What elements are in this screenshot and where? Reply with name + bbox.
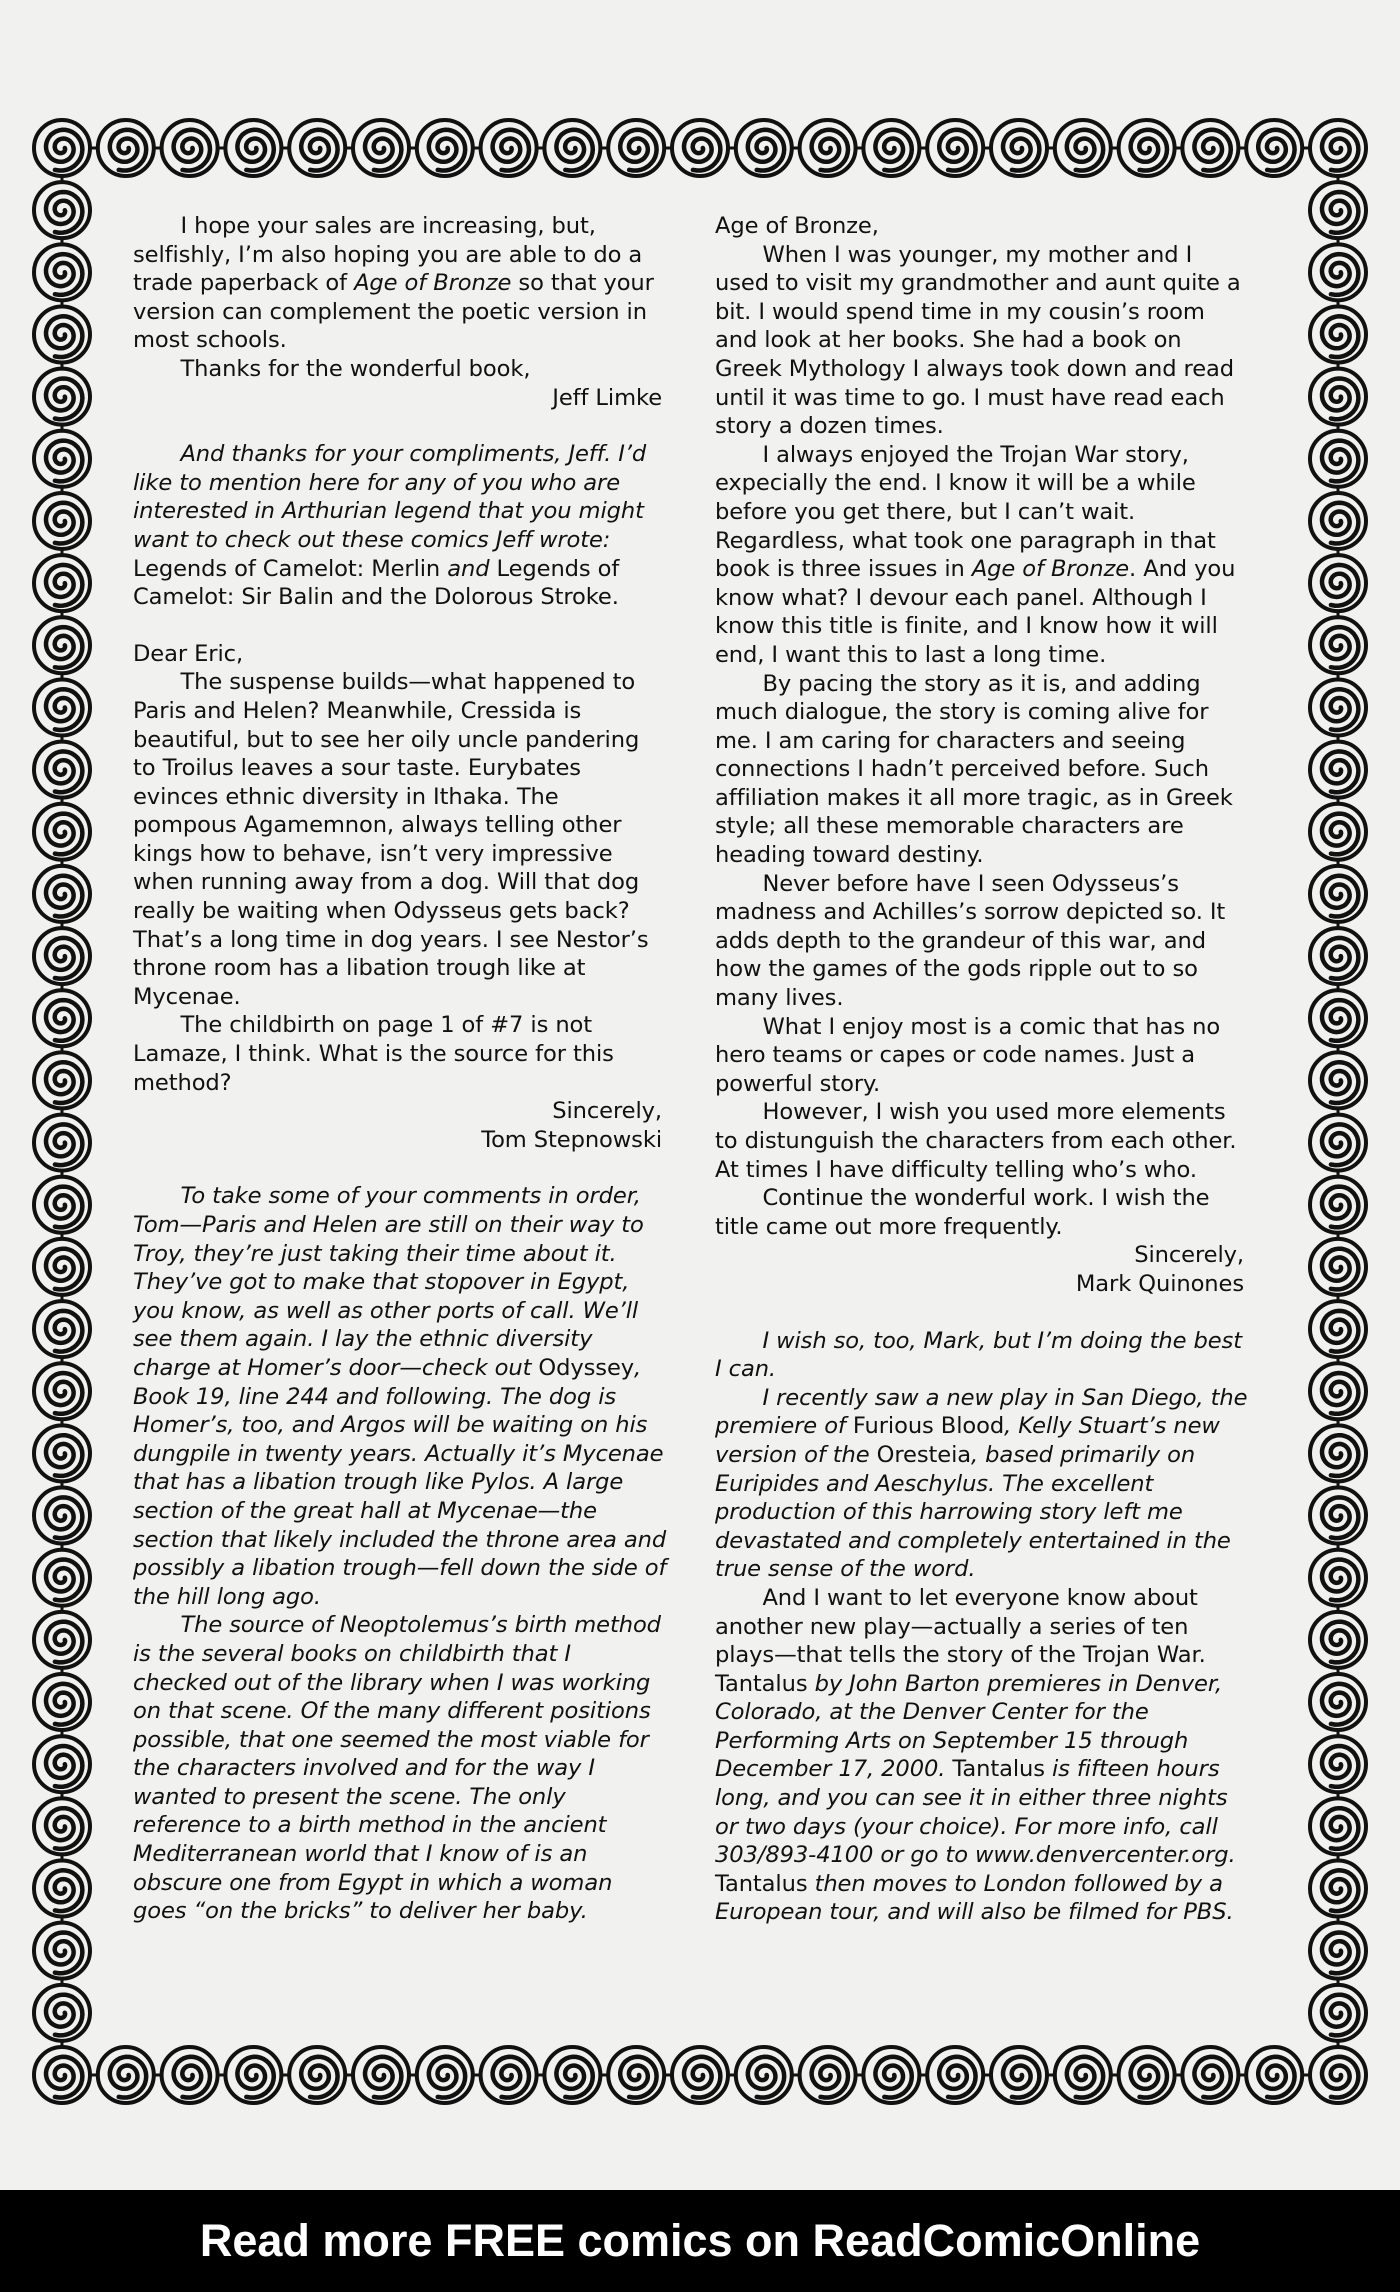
letter3-paragraph3: By pacing the story as it is, and adding much dialogue, the story is coming alive for me. I am caring for characters and seeing connections I hadn’t perceived before. Such affiliation makes it all more tragic, as in Greek style; all these memorable characters are heading toward destiny. (715, 670, 1233, 869)
letter3-paragraph4: Never before have I seen Odysseus’s madness and Achilles’s sorrow depicted so. It adds depth to the grandeur of this war, and how the games of the gods ripple out to so many lives. (715, 870, 1226, 1012)
letter1-signature: Jeff Limke (552, 384, 662, 411)
editor-reply-2: To take some of your comments in order, Tom—Paris and Helen are still on their way to Troy, they’re just taking their time about it. They’ve got to make that stopover in Egypt, you know, as well as other ports of call. We’ll see them again. I lay the ethnic diversity charge at Homer’s door—check out Odyssey, Book 19, line 244 and following. The dog is Homer’s, too, and Argos will be waiting on his dungpile in twenty years. Actually it’s Mycenae that has a libation trough like Pylos. A large section of the great hall at Mycenae—the section that likely included the throne area and possibly a libation trough—fell down the side of the hill long ago. (133, 1183, 667, 1610)
letter2-paragraph1: The suspense builds—what happened to Paris and Helen? Meanwhile, Cressida is beautiful, but to see her oily uncle pandering to Troilus leaves a sour taste. Eurybates evinces ethnic diversity in Ithaka. The pompous Agamemnon, always telling other kings how to behave, isn’t very impressive when running away from a dog. Will that dog really be waiting when Odysseus gets back? That’s a long time in dog years. I see Nestor’s throne room has a libation trough like at Mycenae. (133, 669, 649, 1010)
letter1-paragraph1: I hope your sales are increasing, but, selfishly, I’m also hoping you are able to do a trade paperback of Age of Bronze so that your version can complement the poetic version in most schools. (133, 213, 654, 354)
letter2-salutation: Dear Eric, (133, 640, 244, 667)
letter3-paragraph2: I always enjoyed the Trojan War story, expecially the end. I know it will be a while before you get there, but I can’t wait. Regardless, what took one paragraph in that book is three issues in Age of Bronze. And you know what? I devour each panel. Although I know this title is finite, and I know how it will end, I want this to last a long time. (715, 441, 1236, 668)
editor-reply-6: And I want to let everyone know about another new play—actually a series of ten plays—that tells the story of the Trojan War. Tantalus by John Barton premieres in Denver, Colorado, at the Denver Center for the Performing Arts on September 15 through December 17, 2000. Tantalus is fifteen hours long, and you can see it in either three nights or two days (your choice). For more info, call 303/893-4100 or go to www.denvercenter.org. Tantalus then moves to London followed by a European tour, and will also be filmed for PBS. (715, 1584, 1236, 1926)
letter3-signature: Mark Quinones (1075, 1270, 1244, 1297)
footer-banner[interactable]: Read more FREE comics on ReadComicOnline (0, 2190, 1400, 2292)
letter3-closing: Sincerely, (1134, 1242, 1244, 1269)
editor-reply-3: The source of Neoptolemus’s birth method is the several books on childbirth that I checked out of the library when I was working on that scene. Of the many different positions possible, that one seemed the most viable for the characters involved and for the way I wanted to present the scene. The only reference to a birth method in the ancient Mediterranean world that I know of is an obscure one from Egypt in which a woman goes “on the bricks” to deliver her baby. (133, 1612, 661, 1925)
letter2-paragraph2: The childbirth on page 1 of #7 is not Lamaze, I think. What is the source for this method? (133, 1012, 614, 1096)
left-column (133, 212, 668, 1926)
letter1-closing: Thanks for the wonderful book, (180, 355, 531, 382)
editor-reply-4: I wish so, too, Mark, but I’m doing the best I can. (715, 1327, 1242, 1383)
letter2-signature: Tom Stepnowski (481, 1126, 662, 1153)
letter3-paragraph7: Continue the wonderful work. I wish the title came out more frequently. (715, 1185, 1210, 1240)
editor-reply-5: I recently saw a new play in San Diego, the premiere of Furious Blood, Kelly Stuart’s new version of the Oresteia, based primarily on Euripides and Aeschylus. The excellent production of this harrowing story left me devastated and completely entertained in the true sense of the word. (715, 1384, 1248, 1583)
letter3-paragraph5: What I enjoy most is a comic that has no hero teams or capes or code names. Just a powerful story. (715, 1013, 1221, 1097)
letter3-salutation: Age of Bronze, (715, 213, 879, 239)
letter3-paragraph6: However, I wish you used more elements to distunguish the characters from each other. At times I have difficulty telling who’s who. (715, 1099, 1237, 1183)
right-column (715, 212, 1250, 1927)
editor-reply-1: And thanks for your compliments, Jeff. I’d like to mention here for any of you who are interested in Arthurian legend that you might want to check out these comics Jeff wrote: Legends of Camelot: Merlin and Legends of Camelot: Sir Balin and the Dolorous Stroke. (133, 441, 647, 611)
letter2-closing: Sincerely, (552, 1098, 662, 1125)
letter3-paragraph1: When I was younger, my mother and I used to visit my grandmother and aunt quite a bit. I would spend time in my cousin’s room and look at her books. She had a book on Greek Mythology I always took down and read until it was time to go. I must have read each story a dozen times. (715, 241, 1241, 440)
